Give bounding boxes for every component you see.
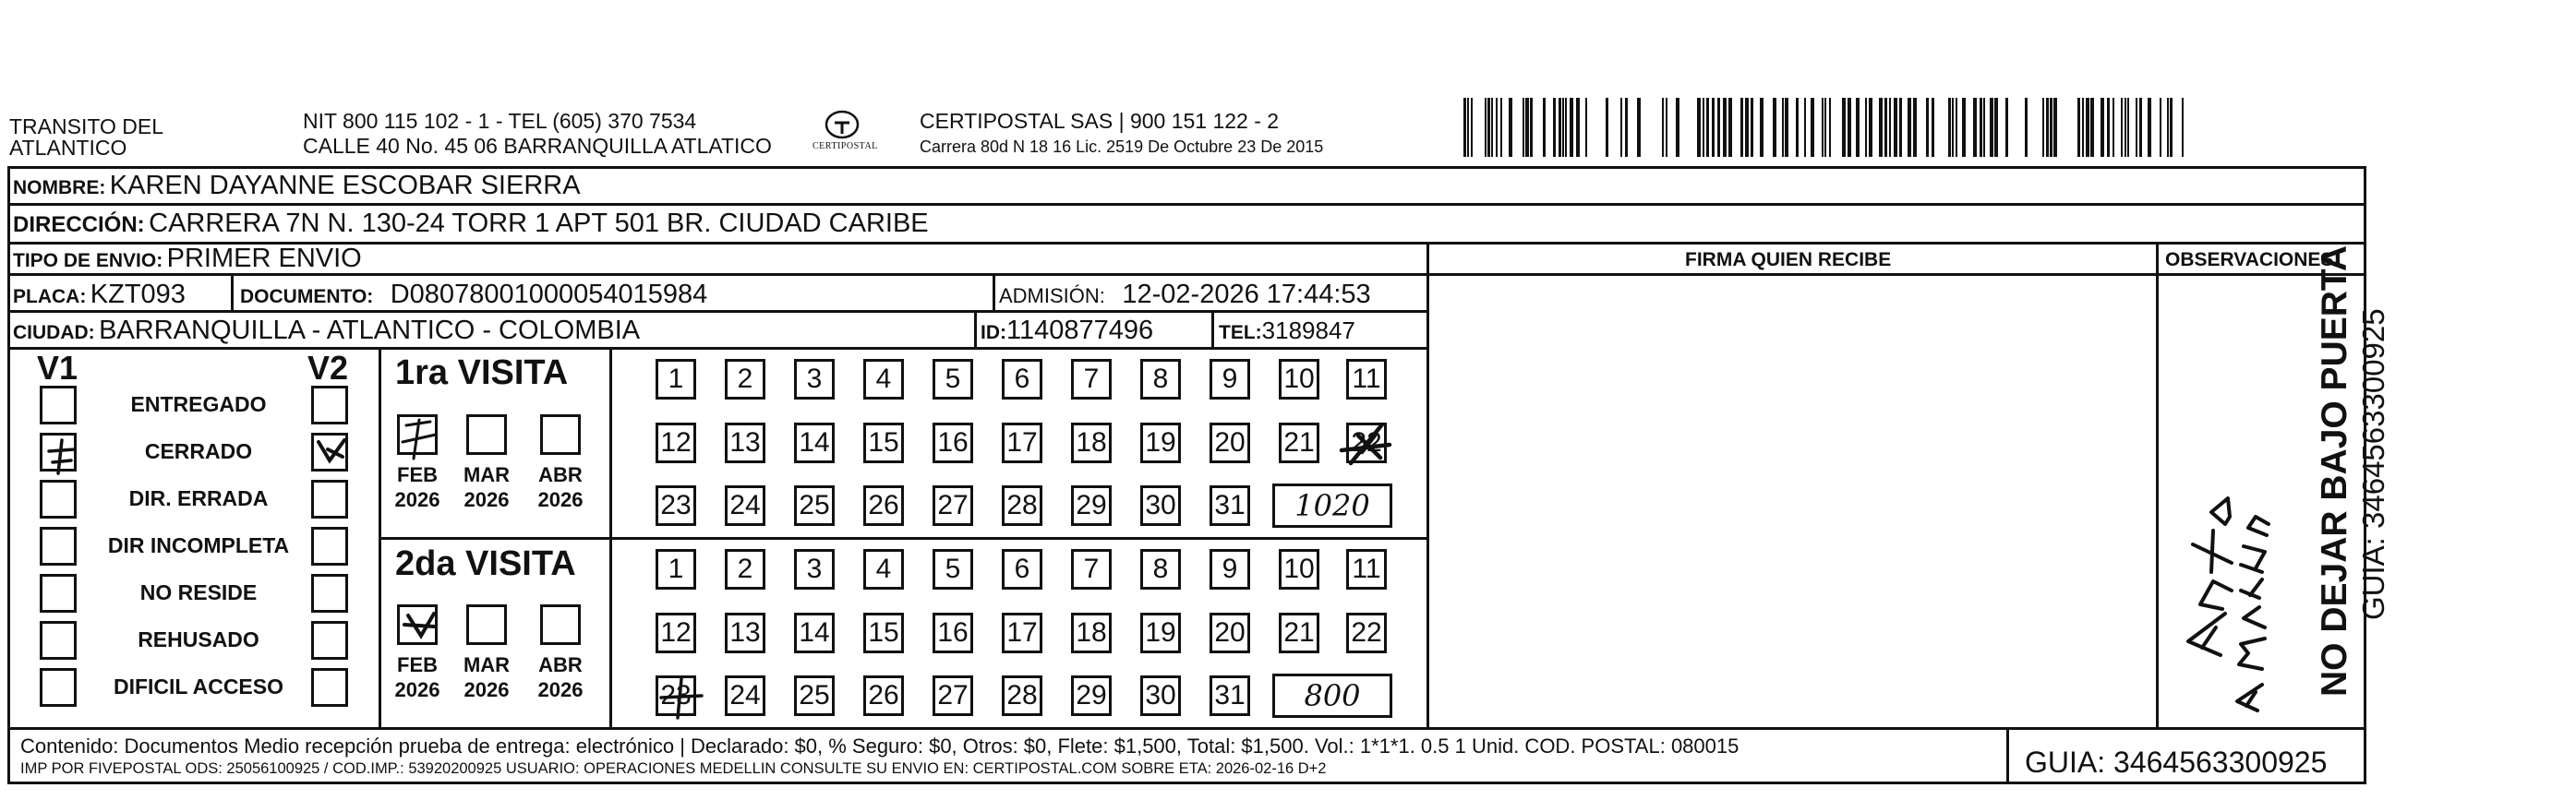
day-box[interactable]: 25	[794, 675, 835, 716]
day-box[interactable]: 6	[1002, 549, 1042, 590]
day-box[interactable]: 31	[1210, 675, 1250, 716]
day-box[interactable]: 19	[1140, 423, 1181, 463]
second-visit-title: 2da VISITA	[395, 544, 576, 583]
divider	[379, 347, 381, 729]
divider	[7, 727, 2366, 730]
time-box[interactable]	[1272, 674, 1392, 718]
month-name: MAR	[463, 463, 511, 486]
month-label	[385, 462, 450, 512]
v2-checkbox[interactable]	[311, 527, 348, 566]
time-value: 1020	[1294, 488, 1370, 523]
day-box[interactable]: 15	[863, 423, 904, 463]
day-box[interactable]: 23	[656, 675, 696, 716]
day-box[interactable]: 2	[725, 359, 765, 400]
handwritten-observation	[2156, 443, 2285, 729]
divider	[609, 347, 612, 729]
day-box[interactable]: 6	[1002, 359, 1042, 400]
divider	[974, 310, 977, 347]
divider	[379, 537, 1429, 540]
documento-row	[240, 279, 707, 315]
month-year: 2026	[394, 678, 440, 701]
day-box[interactable]: 9	[1210, 549, 1250, 590]
month-name: FEB	[397, 653, 438, 676]
day-box[interactable]: 27	[933, 675, 973, 716]
direccion-row	[13, 208, 929, 244]
day-box[interactable]: 28	[1002, 485, 1042, 526]
day-box[interactable]: 11	[1346, 549, 1387, 590]
issuer-name-line2: ATLANTICO	[9, 136, 127, 160]
tel-value: 3189847	[1261, 316, 1355, 344]
day-box[interactable]: 16	[933, 423, 973, 463]
id-label: ID:	[981, 322, 1006, 343]
month-mark	[397, 604, 443, 651]
documento-value: D08078001000054015984	[390, 280, 708, 309]
day-box[interactable]: 24	[725, 675, 765, 716]
day-box[interactable]: 8	[1140, 359, 1181, 400]
day-box[interactable]: 21	[1279, 423, 1319, 463]
tel-label: TEL:	[1219, 322, 1262, 343]
month-checkbox[interactable]	[466, 414, 507, 455]
month-label	[454, 652, 519, 702]
tel-row	[1219, 315, 1355, 351]
v2-checkbox[interactable]	[311, 621, 348, 660]
documento-label: DOCUMENTO:	[240, 286, 374, 307]
day-box[interactable]: 4	[863, 549, 904, 590]
certipostal-logo	[813, 106, 886, 161]
day-mark	[652, 672, 707, 723]
id-row	[981, 315, 1153, 351]
v1-checkbox[interactable]	[40, 668, 77, 707]
nombre-row	[13, 170, 581, 206]
day-box[interactable]: 23	[656, 485, 696, 526]
day-box[interactable]: 22	[1346, 423, 1387, 463]
observaciones-header: OBSERVACIONES	[2165, 249, 2334, 270]
month-label	[385, 652, 450, 702]
month-year: 2026	[537, 678, 584, 701]
month-checkbox[interactable]	[540, 414, 581, 455]
day-box[interactable]: 20	[1210, 423, 1250, 463]
check-mark	[40, 433, 86, 479]
month-checkbox[interactable]	[540, 604, 581, 645]
day-box[interactable]: 27	[933, 485, 973, 526]
day-box[interactable]: 12	[656, 423, 696, 463]
placa-label: PLACA:	[13, 286, 87, 307]
contenido-text: Contenido: Documentos Medio recepción prueba de entrega: electrónico | Declarado: $0, % Seguro: $0, Otros: $0, Flete: $1,500, Total: $1,500. Vol.: 1*1*1. 0.5 1 Unid. COD. POSTAL: 080015	[20, 734, 1739, 758]
ciudad-value: BARRANQUILLA - ATLANTICO - COLOMBIA	[99, 316, 641, 345]
divider	[1211, 310, 1214, 347]
v1-checkbox[interactable]	[40, 386, 77, 424]
direccion-value: CARRERA 7N N. 130-24 TORR 1 APT 501 BR. CIUDAD CARIBE	[149, 209, 929, 238]
day-box[interactable]: 13	[725, 423, 765, 463]
v1-checkbox[interactable]	[40, 527, 77, 566]
day-box[interactable]: 14	[794, 423, 835, 463]
day-box[interactable]: 24	[725, 485, 765, 526]
month-label	[528, 462, 593, 512]
placa-row	[13, 279, 186, 315]
day-box[interactable]: 10	[1279, 549, 1319, 590]
day-box[interactable]: 7	[1071, 359, 1112, 400]
day-box[interactable]: 11	[1346, 359, 1387, 400]
time-value: 800	[1304, 678, 1361, 713]
id-value: 1140877496	[1006, 316, 1154, 345]
day-box[interactable]: 28	[1002, 675, 1042, 716]
day-box[interactable]: 1	[656, 359, 696, 400]
nombre-value: KAREN DAYANNE ESCOBAR SIERRA	[109, 171, 581, 200]
guia-footer: GUIA: 3464563300925	[2025, 746, 2328, 779]
day-box[interactable]: 26	[863, 485, 904, 526]
day-box[interactable]: 31	[1210, 485, 1250, 526]
day-box[interactable]: 18	[1071, 423, 1112, 463]
month-name: ABR	[538, 463, 583, 486]
status-label: DIR. ERRADA	[128, 486, 269, 510]
day-box[interactable]: 13	[725, 613, 765, 653]
day-box[interactable]: 3	[794, 549, 835, 590]
day-box[interactable]: 25	[794, 485, 835, 526]
divider	[1426, 242, 1429, 729]
month-mark	[397, 414, 443, 460]
status-label: DIFICIL ACCESO	[113, 675, 283, 699]
tipo-label: TIPO DE ENVIO:	[13, 250, 163, 271]
day-box[interactable]: 15	[863, 613, 904, 653]
guia-vertical: GUIA: 3464563300925	[2356, 308, 2390, 620]
day-box[interactable]: 16	[933, 613, 973, 653]
issuer-nit: NIT 800 115 102 - 1 - TEL (605) 370 7534	[303, 109, 697, 133]
day-box[interactable]: 8	[1140, 549, 1181, 590]
imp-text: IMP POR FIVEPOSTAL ODS: 25056100925 / COD.IMP.: 53920200925 USUARIO: OPERACIONES MEDELLIN CONSULTE SU ENVIO EN: CERTIPOSTAL.COM SOBRE ETA: 2026-02-16 D+2	[20, 760, 1327, 777]
ciudad-label: CIUDAD:	[13, 322, 95, 343]
day-box[interactable]: 17	[1002, 423, 1042, 463]
status-label: ENTREGADO	[130, 392, 267, 416]
status-label: CERRADO	[144, 439, 253, 463]
day-box[interactable]: 2	[725, 549, 765, 590]
v2-checkbox[interactable]	[311, 668, 348, 707]
admision-value: 12-02-2026 17:44:53	[1122, 280, 1371, 309]
day-box[interactable]: 5	[933, 549, 973, 590]
barcode	[1463, 98, 2184, 157]
day-box[interactable]: 18	[1071, 613, 1112, 653]
day-box[interactable]: 22	[1346, 613, 1387, 653]
day-box[interactable]: 21	[1279, 613, 1319, 653]
first-visit-title: 1ra VISITA	[395, 353, 569, 392]
v1-checkbox[interactable]	[40, 480, 77, 519]
day-box[interactable]: 10	[1279, 359, 1319, 400]
firma-header: FIRMA QUIEN RECIBE	[1685, 249, 1892, 270]
day-box[interactable]: 14	[794, 613, 835, 653]
v2-checkbox[interactable]	[311, 386, 348, 424]
admision-row	[999, 279, 1371, 315]
day-box[interactable]: 20	[1210, 613, 1250, 653]
ciudad-row	[13, 315, 640, 351]
v1-header: V1	[37, 349, 78, 387]
month-year: 2026	[394, 488, 440, 511]
day-box[interactable]: 5	[933, 359, 973, 400]
month-year: 2026	[463, 678, 510, 701]
day-box[interactable]: 7	[1071, 549, 1112, 590]
month-name: FEB	[397, 463, 438, 486]
day-box[interactable]: 29	[1071, 675, 1112, 716]
v2-header: V2	[307, 349, 349, 387]
day-box[interactable]: 12	[656, 613, 696, 653]
v1-checkbox[interactable]	[40, 574, 77, 613]
carrier-name: CERTIPOSTAL SAS | 900 151 122 - 2	[920, 109, 1280, 133]
tipo-value: PRIMER ENVIO	[166, 244, 362, 273]
status-label: REHUSADO	[138, 627, 259, 651]
day-box[interactable]: 30	[1140, 675, 1181, 716]
day-box[interactable]: 4	[863, 359, 904, 400]
day-box[interactable]: 3	[794, 359, 835, 400]
day-box[interactable]: 29	[1071, 485, 1112, 526]
month-label	[528, 652, 593, 702]
status-label: NO RESIDE	[139, 580, 258, 604]
month-label	[454, 462, 519, 512]
month-checkbox[interactable]	[466, 604, 507, 645]
carrier-address: Carrera 80d N 18 16 Lic. 2519 De Octubre 23 De 2015	[920, 137, 1324, 156]
nombre-label: NOMBRE:	[13, 177, 106, 198]
issuer-name-line1: TRANSITO DEL	[9, 114, 163, 138]
month-name: MAR	[463, 653, 511, 676]
divider	[993, 273, 995, 310]
v2-checkbox[interactable]	[311, 574, 348, 613]
direccion-label: DIRECCIÓN:	[13, 212, 145, 237]
month-year: 2026	[537, 488, 584, 511]
no-dejar-warning: NO DEJAR BAJO PUERTA	[2315, 245, 2354, 697]
check-mark	[311, 433, 357, 479]
placa-value: KZT093	[90, 280, 186, 309]
day-box[interactable]: 30	[1140, 485, 1181, 526]
admision-label: ADMISIÓN:	[999, 284, 1105, 307]
v2-checkbox[interactable]	[311, 480, 348, 519]
day-box[interactable]: 26	[863, 675, 904, 716]
tipo-row	[13, 243, 362, 279]
divider	[2006, 727, 2009, 784]
day-box[interactable]: 17	[1002, 613, 1042, 653]
logo-text: CERTIPOSTAL	[813, 141, 878, 151]
month-name: ABR	[538, 653, 583, 676]
time-box[interactable]	[1272, 484, 1392, 528]
day-box[interactable]: 1	[656, 549, 696, 590]
month-year: 2026	[463, 488, 510, 511]
issuer-address: CALLE 40 No. 45 06 BARRANQUILLA ATLATICO	[303, 134, 772, 158]
day-mark	[1334, 417, 1399, 472]
divider	[231, 273, 234, 310]
day-box[interactable]: 19	[1140, 613, 1181, 653]
v1-checkbox[interactable]	[40, 621, 77, 660]
status-label: DIR INCOMPLETA	[107, 533, 290, 557]
day-box[interactable]: 9	[1210, 359, 1250, 400]
